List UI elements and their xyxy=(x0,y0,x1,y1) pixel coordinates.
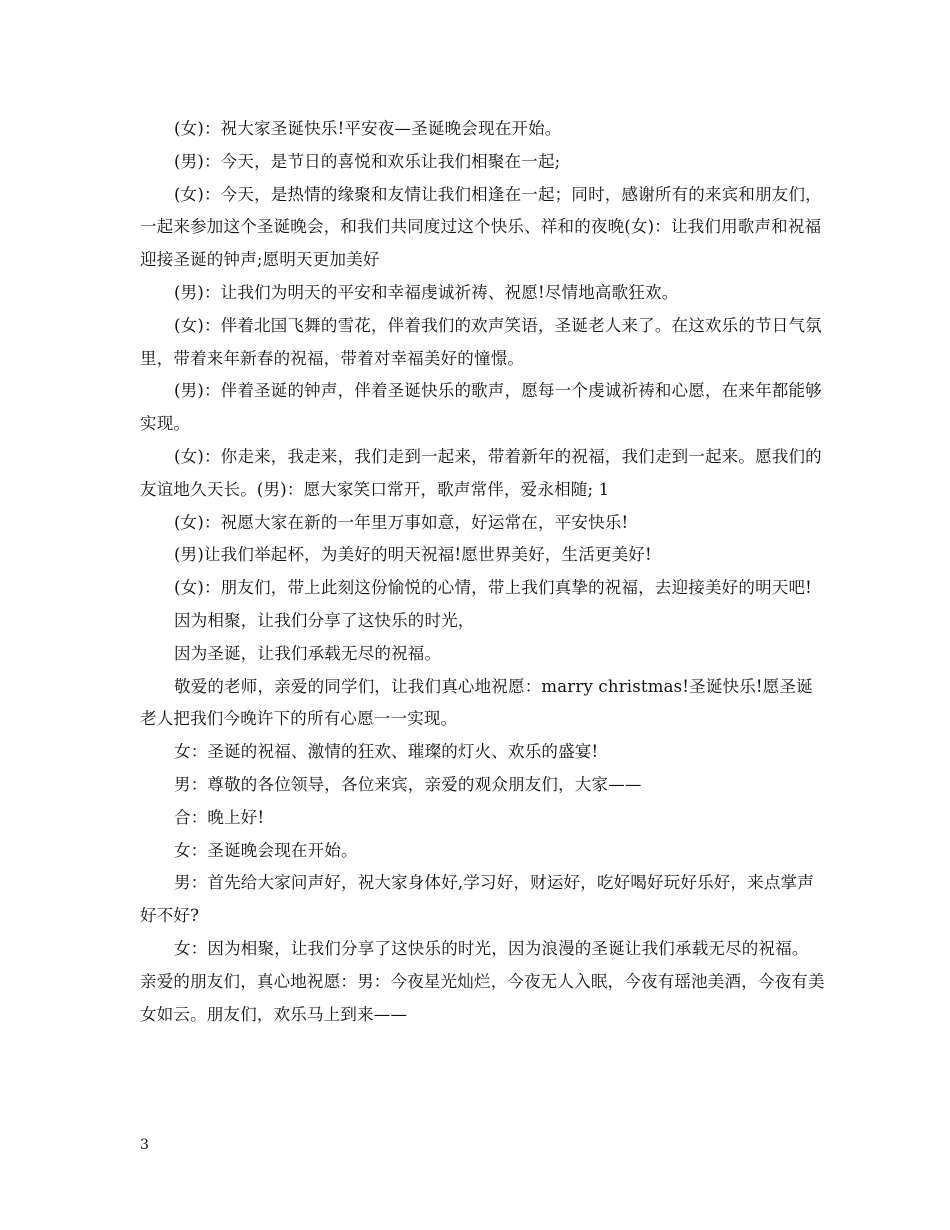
paragraph: 合：晚上好! xyxy=(174,807,265,827)
paragraph: 男：首先给大家问声好，祝大家身体好,学习好，财运好，吃好喝好玩好乐好，来点掌声好不好? xyxy=(140,873,815,926)
paragraph: (女)：你走来，我走来，我们走到一起来，带着新年的祝福，我们走到一起来。愿我们的友谊地久天长。(男)：愿大家笑口常开，歌声常伴，爱永相随; 1 xyxy=(140,446,822,499)
paragraph: 女：圣诞晚会现在开始。 xyxy=(174,840,358,860)
page-number: 3 xyxy=(140,1137,149,1153)
document-body xyxy=(140,113,825,1031)
paragraph: (男)：伴着圣诞的钟声，伴着圣诞快乐的歌声，愿每一个虔诚祈祷和心愿，在来年都能够实现。 xyxy=(140,381,822,434)
paragraph: (男)：让我们为明天的平安和幸福虔诚祈祷、祝愿!尽情地高歌狂欢。 xyxy=(174,282,679,302)
paragraph: (女)：祝愿大家在新的一年里万事如意，好运常在，平安快乐! xyxy=(174,512,629,532)
paragraph: (女)：祝大家圣诞快乐!平安夜—圣诞晚会现在开始。 xyxy=(174,119,562,138)
paragraph: (女)：今天，是热情的缘聚和友情让我们相逢在一起；同时，感谢所有的来宾和朋友们，一起来参加这个圣诞晚会，和我们共同度过这个快乐、祥和的夜晚(女)：让我们用歌声和祝福迎接圣诞的钟声;愿明天更加美好 xyxy=(140,184,822,270)
paragraph: (女)：朋友们，带上此刻这份愉悦的心情，带上我们真挚的祝福，去迎接美好的明天吧! xyxy=(174,578,813,598)
paragraph: 因为相聚，让我们分享了这快乐的时光， xyxy=(174,610,475,630)
paragraph: 男：尊敬的各位领导，各位来宾，亲爱的观众朋友们，大家—— xyxy=(174,774,642,794)
paragraph: (男)让我们举起杯，为美好的明天祝福!愿世界美好，生活更美好! xyxy=(174,545,652,565)
paragraph: (女)：伴着北国飞舞的雪花，伴着我们的欢声笑语，圣诞老人来了。在这欢乐的节日气氛里，带着来年新春的祝福，带着对幸福美好的憧憬。 xyxy=(140,315,822,368)
paragraph: 因为圣诞，让我们承载无尽的祝福。 xyxy=(174,643,442,663)
paragraph: 女：圣诞的祝福、激情的狂欢、璀璨的灯火、欢乐的盛宴! xyxy=(174,742,599,762)
paragraph: (男)：今天，是节日的喜悦和欢乐让我们相聚在一起; xyxy=(174,151,561,171)
paragraph: 敬爱的老师，亲爱的同学们，让我们真心地祝愿：marry christmas!圣诞快乐!愿圣诞老人把我们今晚许下的所有心愿一一实现。 xyxy=(140,676,813,729)
paragraph: 女：因为相聚，让我们分享了这快乐的时光，因为浪漫的圣诞让我们承载无尽的祝福。亲爱的朋友们，真心地祝愿：男：今夜星光灿烂，今夜无人入眠，今夜有瑶池美酒，今夜有美女如云。朋友们，欢乐马上到来—— xyxy=(140,938,825,1024)
